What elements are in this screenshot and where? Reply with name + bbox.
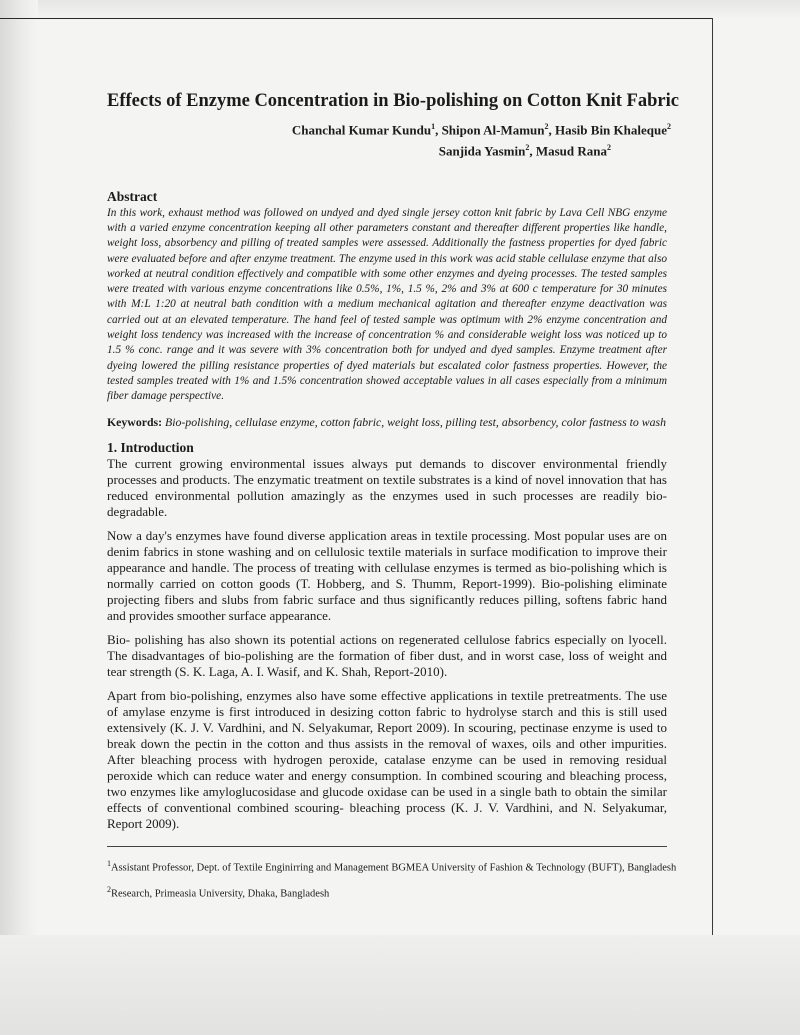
author-separator: , [548, 122, 556, 138]
author-separator: , [435, 122, 442, 138]
footnote-divider [107, 846, 667, 847]
keywords-label: Keywords: [107, 414, 163, 429]
keywords [107, 415, 667, 430]
author-affiliation-mark: 1 [431, 122, 436, 131]
author-affiliation-mark: 2 [525, 143, 530, 153]
paper-page [107, 90, 679, 910]
body-paragraph: Apart from bio-polishing, enzymes also have some effective applications in textile pretreatments. The use of amylase enzyme is first introduced in desizing cotton fabric to hydrolyse starch and this is still used extensively (K. J. V. Vardhini, and N. Selyakumar, Report 2009). In scouring, pectinase enzyme is used to break down the pectin in the cotton and thus assists in the removal of waxes, oils and other impurities. After bleaching process with hydrogen peroxide, catalase enzyme can be used in removing residual peroxide which can reduce water and energy consumption. In combined scouring and bleaching process, two enzymes like amyloglucosidase and glucode oxidase can be used in a single bath to obtain the similar effects of conventional combined scouring- bleaching process (K. J. V. Vardhini, and N. Selyakumar, Report 2009). [107, 687, 667, 831]
abstract-text: In this work, exhaust method was followed on undyed and dyed single jersey cotton knit fabric by Lava Cell NBG enzyme with a varied enzyme concentration keeping all other parameters constant and thereafter different properties like handle, weight loss, absorbency and pilling of treated samples were assessed. Additionally the fastness properties for dyed fabric were evaluated before and after enzyme treatment. The enzyme used in this work was acid stable cellulase enzyme that also worked at neutral condition effectively and compatible with some other enzymes and dyeing processes. The tested samples were treated with various enzyme concentrations like 0.5%, 1%, 1.5 %, 2% and 3% at 600 c temperature for 30 minutes with M:L 1:20 at neutral bath condition with a medium mechanical agitation and thereafter enzyme deactivation was carried out at an elevated temperature. The hand feel of tested sample was optimum with 2% enzyme concentration and weight loss tendency was increased with the increase of concentration % and considerable weight loss was noticed up to 1.5 % conc. range and it was severe with 3% concentration both for undyed and dyed samples. Enzyme treatment after dyeing lowered the pilling resistance properties of dyed materials but escalated color fastness properties. However, the tested samples treated with 1% and 1.5% concentration showed acceptable values in all cases especially from a minimum fiber damage perspective. [107, 206, 667, 403]
author-affiliation-mark: 2 [607, 143, 611, 153]
author-name: Chanchal Kumar Kundu [291, 122, 432, 138]
footnote-text: Research, Primeasia University, Dhaka, Bangladesh [111, 888, 330, 900]
author-list [107, 118, 671, 161]
scan-bottom-shade [0, 935, 800, 1035]
body-paragraph: The current growing environmental issues always put demands to discover environmental friendly processes and products. The enzymatic treatment on textile substrates is a kind of novel innovation that has reduced environmental pollution amazingly as the enzymes used in such processes are readily bio-degradable. [107, 455, 667, 519]
scan-top-shade [0, 0, 800, 20]
body-paragraph: Bio- polishing has also shown its potential actions on regenerated cellulose fabrics especially on lyocell. The disadvantages of bio-polishing are the formation of fiber dust, and in worst case, loss of weight and tear strength (S. K. Laga, A. I. Wasif, and K. Shah, Report-2010). [107, 631, 667, 679]
footnote-mark: 1 [107, 858, 111, 868]
page-right-edge [712, 18, 713, 1035]
author-name: Sanjida Yasmin [438, 143, 526, 159]
author-name: Shipon Al-Mamun [441, 122, 545, 138]
abstract-heading: Abstract [107, 188, 158, 204]
paper-title: Effects of Enzyme Concentration in Bio-polishing on Cotton Knit Fabric [107, 91, 679, 111]
author-name: Masud Rana [535, 143, 607, 159]
section-heading-introduction: 1. Introduction [107, 439, 194, 455]
page-top-edge [0, 18, 712, 19]
author-separator: , [529, 143, 536, 159]
footnote-mark: 2 [107, 885, 111, 895]
footnote-text: Assistant Professor, Dept. of Textile Enginirring and Management BGMEA University of Fashion & Technology (BUFT), Bangladesh [111, 862, 677, 874]
scan-left-shade [0, 0, 38, 1035]
keywords-text: Bio-polishing, cellulase enzyme, cotton fabric, weight loss, pilling test, absorbency, color fastness to wash [165, 414, 666, 429]
footnote-2 [107, 883, 667, 902]
author-affiliation-mark: 2 [544, 122, 549, 131]
author-line-2 [107, 139, 611, 160]
footnote-1 [107, 857, 677, 876]
body-paragraph: Now a day's enzymes have found diverse application areas in textile processing. Most popular uses are on denim fabrics in stone washing and on cellulosic textile materials in surface modification to improve their appearance and handle. The process of treating with cellulase enzymes is termed as bio-polishing which is normally carried on cotton goods (T. Hobberg, and S. Thumm, Report-1999). Bio-polishing eliminate projecting fibers and slubs from fabric surface and thus significantly reduces pilling, softens fabric hand and provides smoother surface appearance. [107, 527, 667, 623]
author-line-1 [107, 118, 671, 139]
author-name: Hasib Bin Khaleque [555, 122, 667, 138]
author-affiliation-mark: 2 [667, 122, 671, 131]
